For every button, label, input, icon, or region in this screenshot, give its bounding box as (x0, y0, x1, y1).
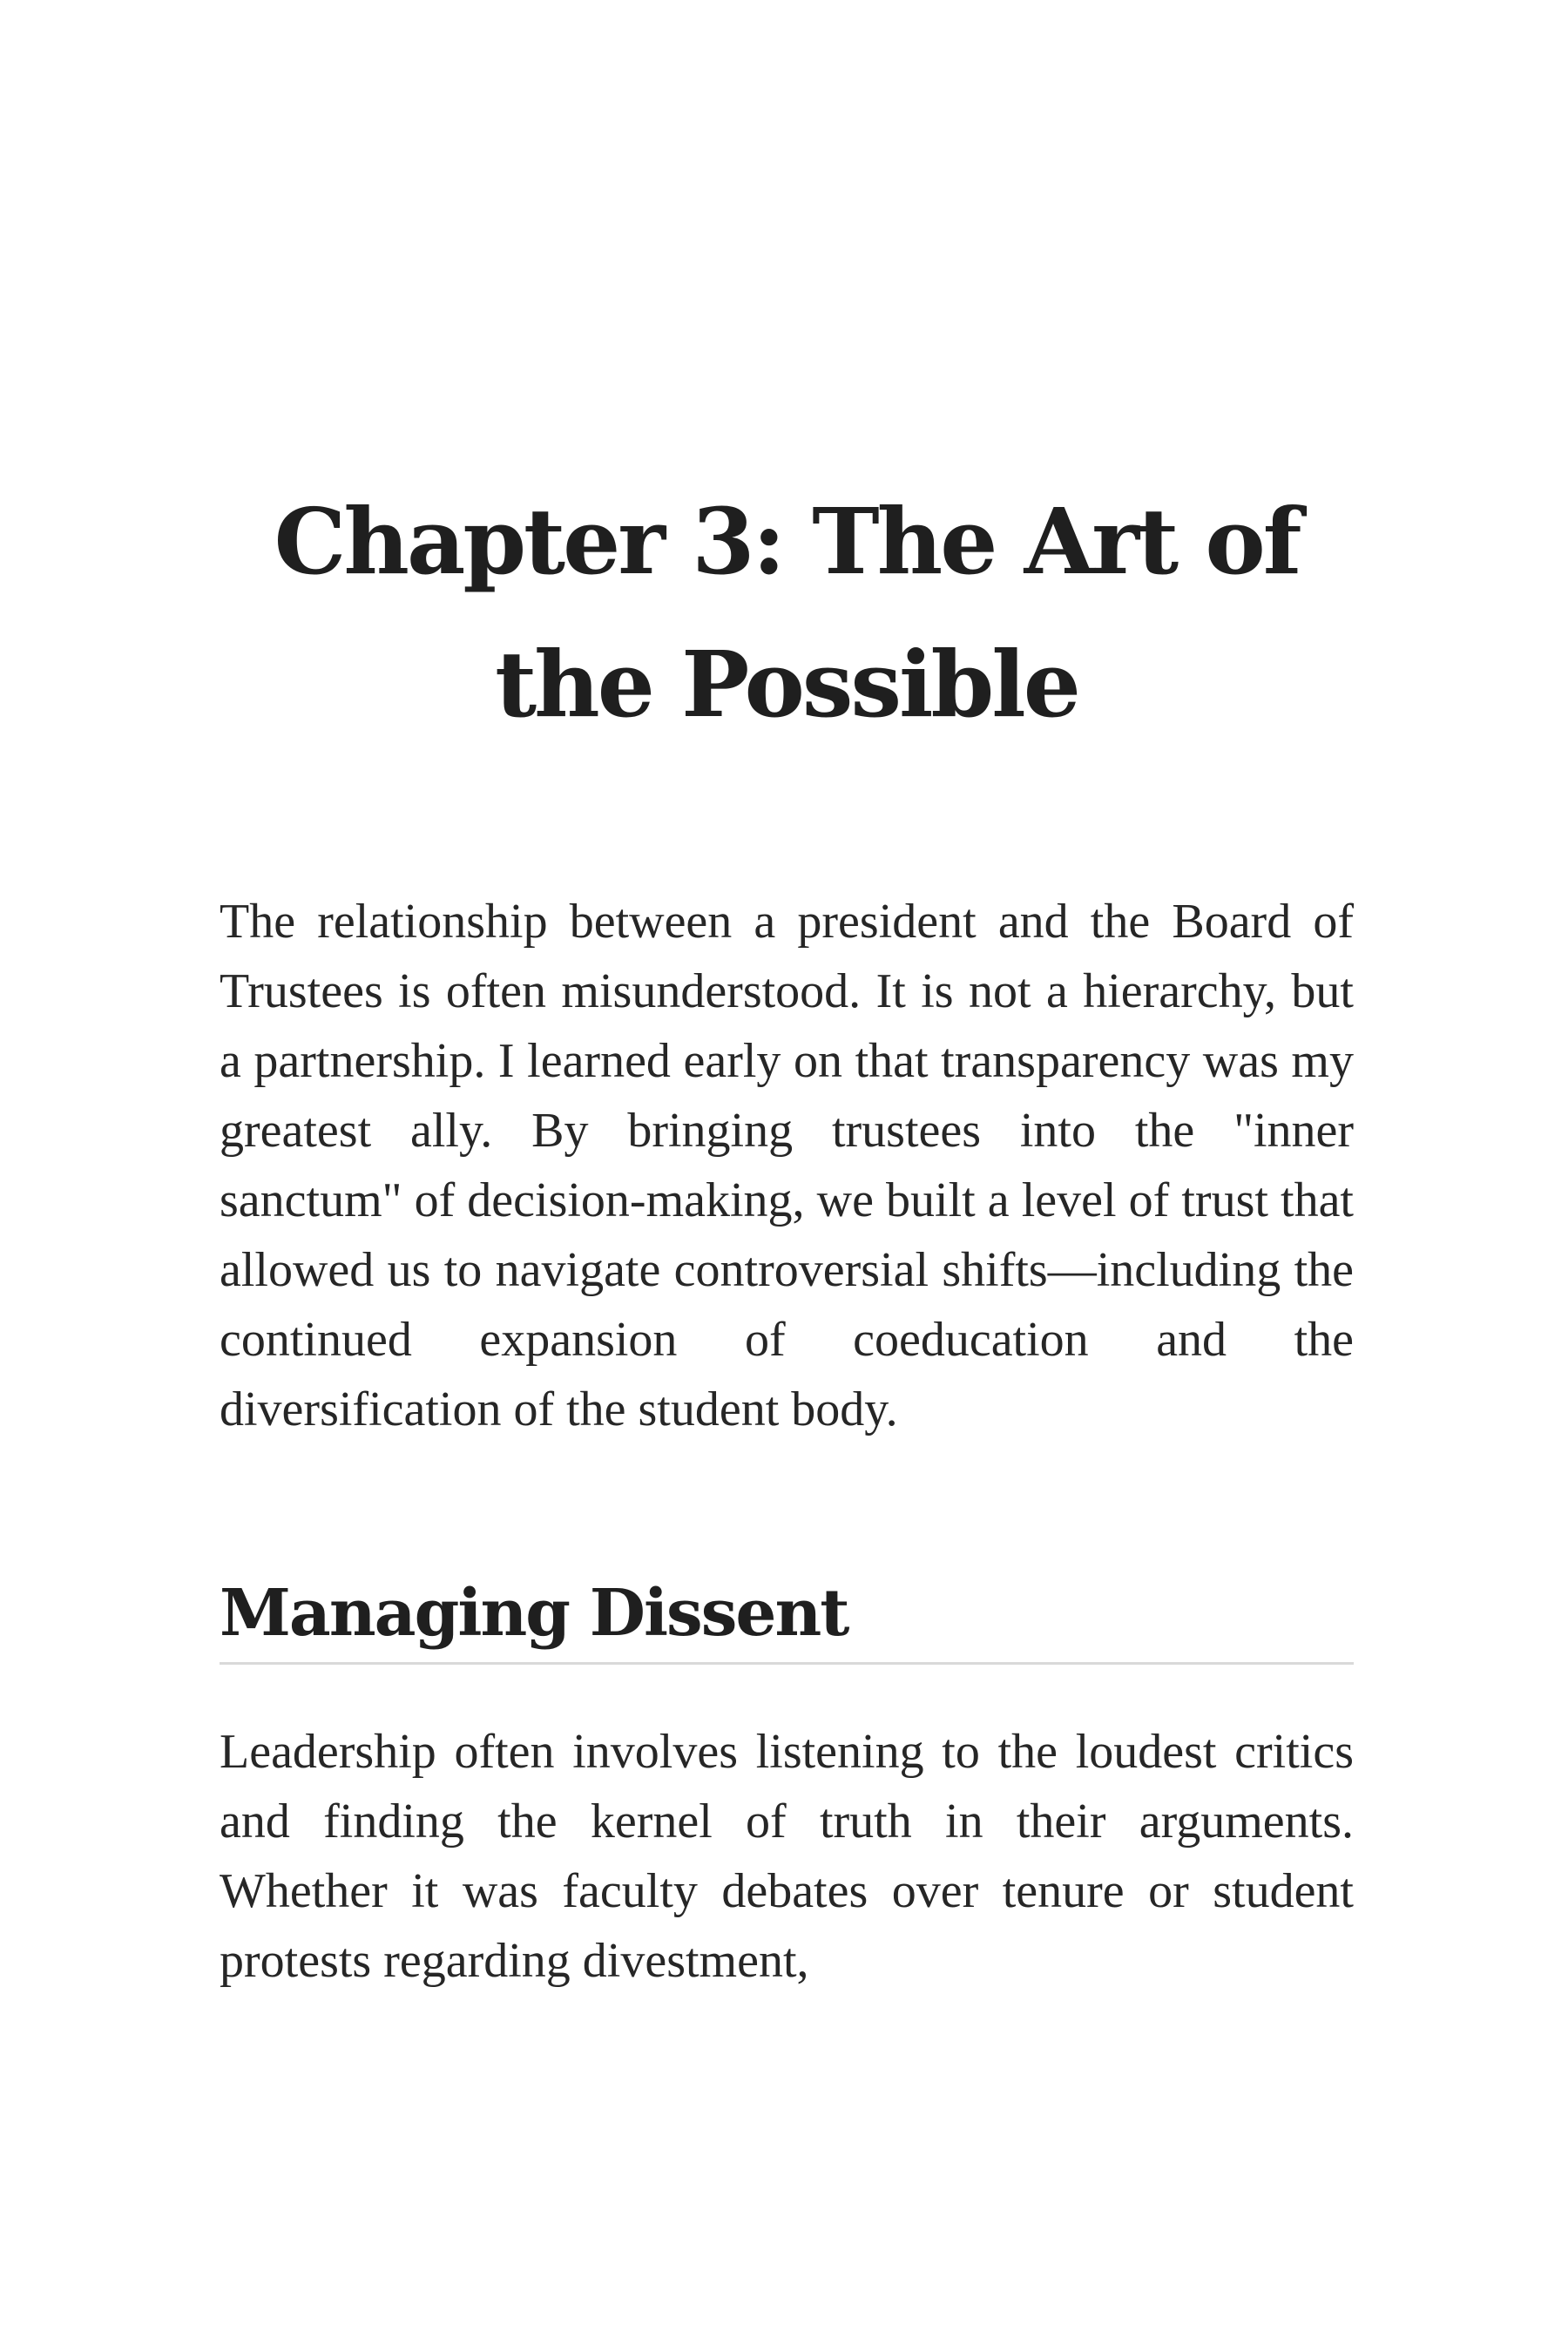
chapter-title: Chapter 3: The Art of the Possible (274, 488, 1300, 738)
section-paragraph: Leadership often involves listening to the loudest critics and finding the kernel of truth in their arguments. Whether it was faculty debates over tenure or student protests regarding divestment, (220, 1725, 1354, 1988)
book-page (220, 470, 1354, 1996)
intro-paragraph: The relationship between a president and the Board of Trustees is often misunderstood. It is not a hierarchy, but a partnership. I learned early on that transparency was my greatest ally. By bringing trustees into the "inner sanctum" of decision-making, we built a level of trust that allowed us to navigate controversial shifts—including the continued expansion of coeducation and the diversification of the student body. (220, 895, 1354, 1436)
section-heading: Managing Dissent (220, 1571, 1354, 1665)
